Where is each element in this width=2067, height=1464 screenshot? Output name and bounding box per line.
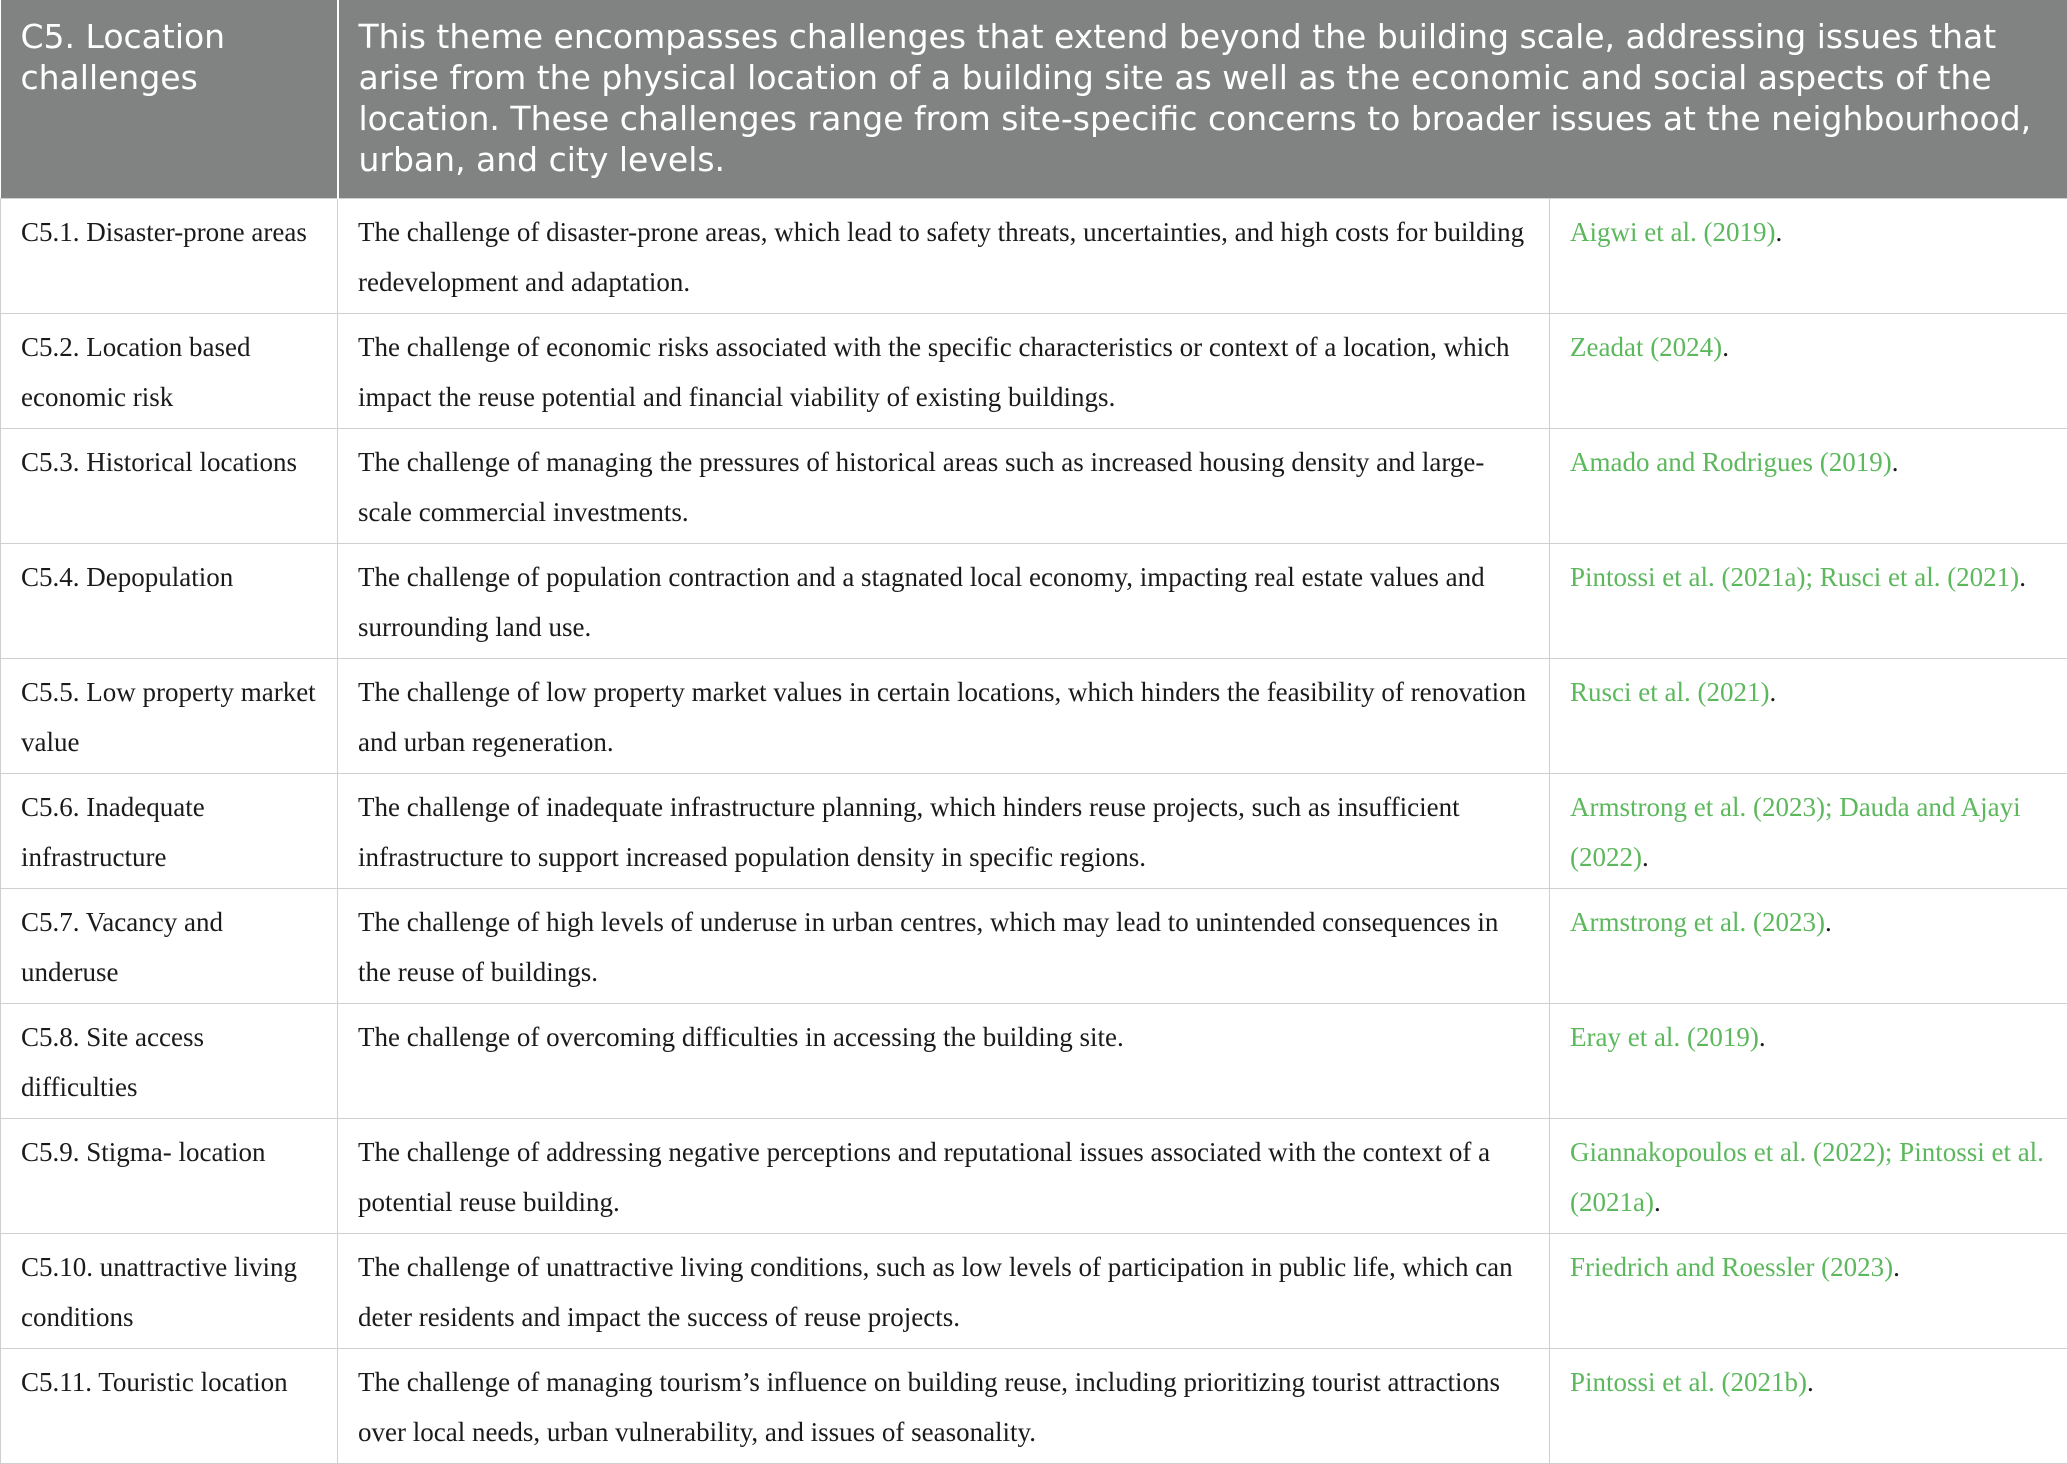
table-row [1, 1003, 2067, 1118]
table-row [1, 1233, 2067, 1348]
table-row [1, 313, 2067, 428]
challenge-code: C5.2. Location based economic risk [1, 313, 338, 428]
citation-separator: . [1775, 217, 1782, 247]
citation-link[interactable]: Rusci et al. (2021) [1570, 677, 1769, 707]
table-row [1, 773, 2067, 888]
citation-link[interactable]: Aigwi et al. (2019) [1570, 217, 1775, 247]
challenge-description: The challenge of addressing negative perceptions and reputational issues associated with the context of a potential reuse building. [338, 1118, 1550, 1233]
challenge-code: C5.4. Depopulation [1, 543, 338, 658]
challenge-code: C5.11. Touristic location [1, 1348, 338, 1463]
challenge-description: The challenge of inadequate infrastructure planning, which hinders reuse projects, such as insufficient infrastructure to support increased population density in specific regions. [338, 773, 1550, 888]
theme-description: This theme encompasses challenges that extend beyond the building scale, addressing issues that arise from the physical location of a building site as well as the economic and social aspects of the location. These challenges range from site-specific concerns to broader issues at the neighbourhood, urban, and city levels. [338, 0, 2067, 198]
challenge-code: C5.1. Disaster-prone areas [1, 198, 338, 313]
challenge-description: The challenge of economic risks associated with the specific characteristics or context of a location, which impact the reuse potential and financial viability of existing buildings. [338, 313, 1550, 428]
reference-cell [1550, 428, 2067, 543]
reference-cell [1550, 1118, 2067, 1233]
citation-link[interactable]: Armstrong et al. (2023); Dauda and Ajayi (2022) [1570, 792, 2021, 872]
table-row [1, 888, 2067, 1003]
challenge-description: The challenge of unattractive living conditions, such as low levels of participation in public life, which can deter residents and impact the success of reuse projects. [338, 1233, 1550, 1348]
citation-link[interactable]: Eray et al. (2019) [1570, 1022, 1759, 1052]
citation-link[interactable]: Giannakopoulos et al. (2022); Pintossi et al. (2021a) [1570, 1137, 2044, 1217]
reference-cell [1550, 658, 2067, 773]
citation-separator: . [1642, 842, 1649, 872]
challenge-code: C5.5. Low property market value [1, 658, 338, 773]
citation-separator: . [1769, 677, 1776, 707]
reference-cell [1550, 543, 2067, 658]
challenge-description: The challenge of high levels of underuse in urban centres, which may lead to unintended consequences in the reuse of buildings. [338, 888, 1550, 1003]
challenge-description: The challenge of overcoming difficulties in accessing the building site. [338, 1003, 1550, 1118]
reference-cell [1550, 313, 2067, 428]
theme-label: C5. Location challenges [1, 0, 338, 198]
reference-cell [1550, 773, 2067, 888]
reference-cell [1550, 1348, 2067, 1463]
citation-separator: . [1807, 1367, 1814, 1397]
table-row [1, 658, 2067, 773]
reference-cell [1550, 198, 2067, 313]
challenge-description: The challenge of managing the pressures of historical areas such as increased housing density and large-scale commercial investments. [338, 428, 1550, 543]
citation-link[interactable]: Friedrich and Roessler (2023) [1570, 1252, 1893, 1282]
challenge-code: C5.6. Inadequate infrastructure [1, 773, 338, 888]
citation-separator: . [1722, 332, 1729, 362]
challenge-code: C5.7. Vacancy and underuse [1, 888, 338, 1003]
citation-separator: . [1825, 907, 1832, 937]
table-row [1, 198, 2067, 313]
challenge-description: The challenge of population contraction and a stagnated local economy, impacting real estate values and surrounding land use. [338, 543, 1550, 658]
citation-link[interactable]: Armstrong et al. (2023) [1570, 907, 1825, 937]
citation-separator: . [1893, 1252, 1900, 1282]
table-row [1, 428, 2067, 543]
citation-link[interactable]: Pintossi et al. (2021a); Rusci et al. (2021) [1570, 562, 2019, 592]
citation-link[interactable]: Pintossi et al. (2021b) [1570, 1367, 1807, 1397]
challenge-description: The challenge of low property market values in certain locations, which hinders the feasibility of renovation and urban regeneration. [338, 658, 1550, 773]
reference-cell [1550, 888, 2067, 1003]
reference-cell [1550, 1233, 2067, 1348]
citation-link[interactable]: Zeadat (2024) [1570, 332, 1722, 362]
challenge-code: C5.9. Stigma- location [1, 1118, 338, 1233]
citation-separator: . [2019, 562, 2026, 592]
citation-separator: . [1759, 1022, 1766, 1052]
citation-link[interactable]: Amado and Rodrigues (2019) [1570, 447, 1892, 477]
table-row [1, 1118, 2067, 1233]
reference-cell [1550, 1003, 2067, 1118]
challenge-description: The challenge of disaster-prone areas, which lead to safety threats, uncertainties, and high costs for building redevelopment and adaptation. [338, 198, 1550, 313]
citation-separator: . [1654, 1187, 1661, 1217]
table-row [1, 543, 2067, 658]
challenge-code: C5.10. unattractive living conditions [1, 1233, 338, 1348]
challenge-description: The challenge of managing tourism’s influence on building reuse, including prioritizing tourist attractions over local needs, urban vulnerability, and issues of seasonality. [338, 1348, 1550, 1463]
challenge-code: C5.3. Historical locations [1, 428, 338, 543]
citation-separator: . [1892, 447, 1899, 477]
table-header-row [1, 0, 2067, 198]
table-row [1, 1348, 2067, 1463]
table-body [1, 198, 2067, 1463]
challenge-code: C5.8. Site access difficulties [1, 1003, 338, 1118]
